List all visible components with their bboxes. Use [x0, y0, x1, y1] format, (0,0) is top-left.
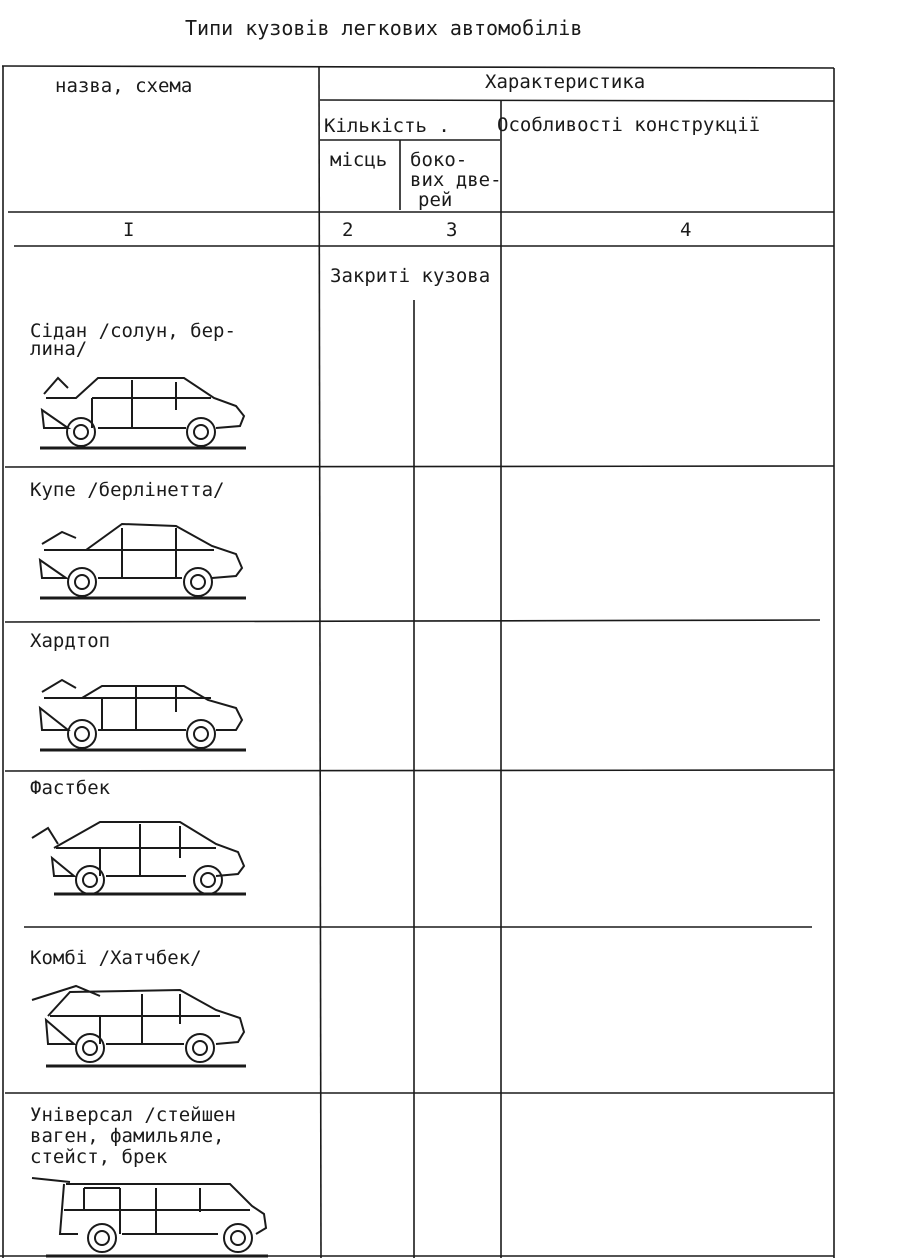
- column-number-2: 2: [342, 219, 354, 241]
- row-name-hatchback: Комбі /Хатчбек/: [30, 947, 202, 969]
- fastback-car-icon: [30, 818, 250, 900]
- column-number-1: І: [123, 219, 135, 241]
- hatchback-car-icon: [30, 980, 250, 1070]
- row-name-sedan-line1: Сідан /солун, бер-: [30, 320, 236, 342]
- station-wagon-car-icon: [30, 1170, 270, 1260]
- section-title: Закриті кузова: [330, 265, 491, 287]
- sedan-car-icon: [36, 370, 251, 452]
- row-name-fastback: Фастбек: [30, 777, 111, 799]
- row-name-hardtop: Хардтоп: [30, 630, 111, 652]
- header-side-doors-2: вих две-: [410, 169, 502, 191]
- column-number-3: 3: [446, 219, 458, 241]
- header-side-doors-1: боко-: [410, 149, 468, 171]
- row-name-wagon-line3: стейст, брек: [30, 1146, 168, 1168]
- header-quantity: Кількість .: [324, 115, 450, 137]
- header-seats: місць: [330, 149, 388, 171]
- row-name-wagon-line1: Універсал /стейшен: [30, 1104, 236, 1126]
- header-side-doors-3: рей: [418, 189, 453, 211]
- row-name-wagon-line2: ваген, фамильяле,: [30, 1125, 225, 1147]
- hardtop-car-icon: [36, 672, 251, 754]
- row-name-coupe: Купе /берлінетта/: [30, 479, 225, 501]
- header-characteristic: Характеристика: [485, 71, 646, 93]
- coupe-car-icon: [36, 520, 251, 602]
- header-features: Особливості конструкції: [497, 114, 761, 136]
- row-name-sedan-line2: лина/: [30, 338, 88, 360]
- page-title: Типи кузовів легкових автомобілів: [185, 16, 583, 40]
- column-number-4: 4: [680, 219, 692, 241]
- header-name-scheme: назва, схема: [55, 75, 193, 97]
